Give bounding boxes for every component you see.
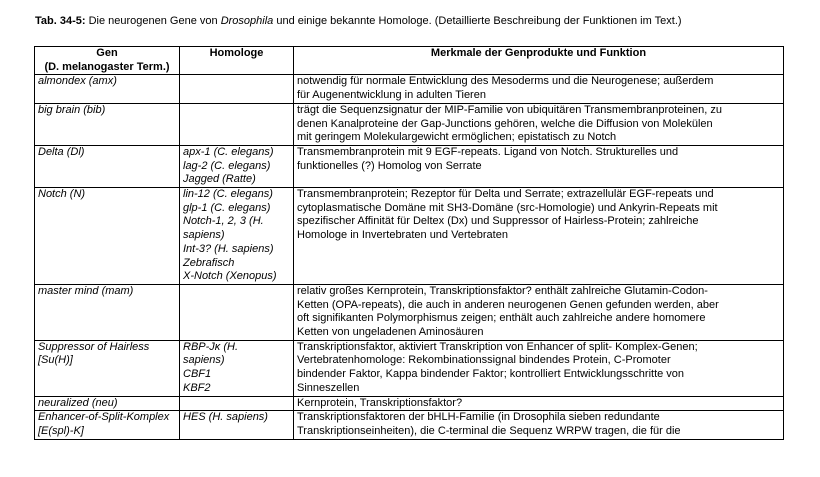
feature-line: oft signifikanten Polymorphismus zeigen; enthält auch zahlreiche andere homomere bbox=[297, 312, 706, 325]
feature-line: bindender Faktor, Kappa bindender Faktor; kontrolliert Entwicklungsschritte von bbox=[297, 368, 685, 381]
homolog-line: apx-1 (C. elegans) bbox=[183, 145, 274, 158]
feature-line: Transkriptionseinheiten), die C-terminal die Sequenz WRPW tragen, die für die bbox=[297, 424, 681, 437]
homologs-cell bbox=[180, 340, 294, 396]
feature-line: Transkriptionsfaktoren der bHLH-Familie (in Drosophila sieben redundante bbox=[297, 411, 660, 424]
table-row bbox=[35, 75, 784, 103]
feature-line: denen Kanalproteine der Gap-Junctions gehören, welche die Diffusion von Molekülen bbox=[297, 117, 713, 130]
caption-label: Tab. 34-5: bbox=[35, 15, 86, 27]
feature-line: Transkriptionsfaktor, aktiviert Transkription von Enhancer of split- Komplex-Genen; bbox=[297, 340, 698, 353]
features-cell bbox=[294, 75, 784, 103]
features-cell bbox=[294, 284, 784, 340]
homolog-line: RBP-Jκ (H. bbox=[183, 340, 238, 353]
caption-text-after: und einige bekannte Homologe. (Detaillierte Beschreibung der Funktionen im Text.) bbox=[273, 15, 682, 27]
feature-line: Ketten (OPA-repeats), die auch in anderen neurogenen Genen gefunden werden, aber bbox=[297, 298, 719, 311]
table-row bbox=[35, 396, 784, 411]
feature-line: für Augenentwicklung in adulten Tieren bbox=[297, 89, 486, 102]
table-header-row bbox=[35, 47, 784, 75]
features-cell bbox=[294, 340, 784, 396]
table-body bbox=[35, 75, 784, 439]
features-cell bbox=[294, 103, 784, 145]
homolog-line: Zebrafisch bbox=[183, 256, 235, 269]
feature-line: Transmembranprotein; Rezeptor für Delta und Serrate; extrazellulär EGF-repeats und bbox=[297, 188, 714, 201]
feature-line: Homologe in Invertebraten und Vertebraten bbox=[297, 229, 508, 242]
feature-line: Vertebratenhomologe: Rekombinationssignal bindendes Protein, C-Promoter bbox=[297, 354, 671, 367]
gene-cell: Notch (N) bbox=[35, 188, 180, 285]
homolog-line: sapiens) bbox=[183, 229, 225, 242]
homolog-line: sapiens) bbox=[183, 354, 225, 367]
gene-cell: master mind (mam) bbox=[35, 284, 180, 340]
homolog-line: CBF1 bbox=[183, 368, 212, 381]
table-row bbox=[35, 284, 784, 340]
homologs-cell bbox=[180, 188, 294, 285]
features-cell bbox=[294, 411, 784, 439]
homolog-line: Notch-1, 2, 3 (H. bbox=[183, 215, 264, 228]
homologs-cell bbox=[180, 75, 294, 103]
feature-line: Sinneszellen bbox=[297, 381, 360, 394]
gene-cell: Enhancer-of-Split-Komplex [E(spl)-K] bbox=[35, 411, 180, 439]
feature-line: relativ großes Kernprotein, Transkriptionsfaktor? enthält zahlreiche Glutamin-Codon- bbox=[297, 284, 708, 297]
gene-cell: neuralized (neu) bbox=[35, 396, 180, 411]
caption-species: Drosophila bbox=[220, 15, 274, 27]
genes-table bbox=[34, 46, 784, 440]
homologs-cell bbox=[180, 145, 294, 187]
homolog-line: KBF2 bbox=[183, 381, 211, 394]
gene-cell: big brain (bib) bbox=[35, 103, 180, 145]
features-cell bbox=[294, 188, 784, 285]
table-row bbox=[35, 188, 784, 285]
features-cell bbox=[294, 396, 784, 411]
header-features: Merkmale der Genprodukte und Funktion bbox=[294, 47, 784, 75]
feature-line: trägt die Sequenzsignatur der MIP-Familie von ubiquitären Transmembranproteinen, zu bbox=[297, 103, 722, 116]
homolog-line: X-Notch (Xenopus) bbox=[183, 270, 277, 283]
feature-line: notwendig für normale Entwicklung des Mesoderms und die Neurogenese; außerdem bbox=[297, 75, 714, 88]
feature-line: Transmembranprotein mit 9 EGF-repeats. Ligand von Notch. Strukturelles und bbox=[297, 145, 679, 158]
feature-line: Kernprotein, Transkriptionsfaktor? bbox=[297, 396, 463, 409]
gene-cell: Delta (Dl) bbox=[35, 145, 180, 187]
table-row bbox=[35, 411, 784, 439]
caption-text-before: Die neurogenen Gene von bbox=[85, 15, 221, 27]
homologs-cell bbox=[180, 411, 294, 439]
homolog-line: glp-1 (C. elegans) bbox=[183, 201, 271, 214]
homologs-cell bbox=[180, 396, 294, 411]
homologs-cell bbox=[180, 103, 294, 145]
feature-line: spezifischer Affinität für Deltex (Dx) und Suppressor of Hairless-Protein; zahlreiche bbox=[297, 215, 699, 228]
table-row bbox=[35, 340, 784, 396]
homolog-line: HES (H. sapiens) bbox=[183, 411, 268, 424]
feature-line: cytoplasmatische Domäne mit SH3-Domäne (src-Homologie) und Ankyrin-Repeats mit bbox=[297, 201, 718, 214]
table-row bbox=[35, 145, 784, 187]
features-cell bbox=[294, 145, 784, 187]
table-row bbox=[35, 103, 784, 145]
homolog-line: Jagged (Ratte) bbox=[183, 173, 256, 186]
homolog-line: lag-2 (C. elegans) bbox=[183, 159, 271, 172]
homolog-line: lin-12 (C. elegans) bbox=[183, 188, 273, 201]
homologs-cell bbox=[180, 284, 294, 340]
feature-line: Ketten von ungeladenen Aminosäuren bbox=[297, 326, 484, 339]
header-gene-line1: Gen bbox=[96, 47, 118, 59]
header-gene bbox=[35, 47, 180, 75]
gene-cell: almondex (amx) bbox=[35, 75, 180, 103]
feature-line: funktionelles (?) Homolog von Serrate bbox=[297, 159, 482, 172]
feature-line: mit geringem Molekulargewicht ermöglichen; epistatisch zu Notch bbox=[297, 131, 617, 144]
header-gene-line2: (D. melanogaster Term.) bbox=[44, 60, 170, 73]
header-homologs: Homologe bbox=[180, 47, 294, 75]
homolog-line: Int-3? (H. sapiens) bbox=[183, 242, 274, 255]
gene-cell: Suppressor of Hairless [Su(H)] bbox=[35, 340, 180, 396]
table-caption bbox=[35, 14, 682, 28]
